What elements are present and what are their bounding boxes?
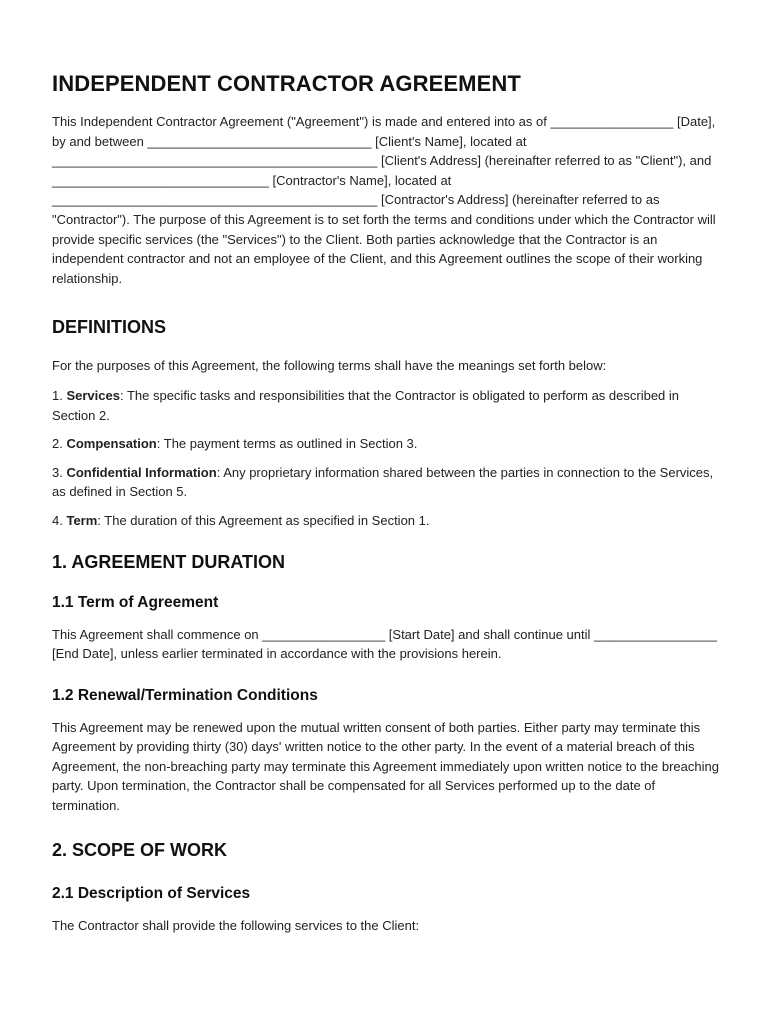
section-2-heading: 2. SCOPE OF WORK (52, 839, 228, 860)
section-1-1-text: This Agreement shall commence on _________________ [Start Date] and shall continue until _________________ [End Date], unless earlier terminated in accordance with the provisions herein. (52, 626, 717, 662)
section-2-1-text: The Contractor shall provide the following services to the Client: (52, 917, 420, 933)
document-title: INDEPENDENT CONTRACTOR AGREEMENT (52, 71, 521, 96)
section-1-1-heading: 1.1 Term of Agreement (52, 593, 219, 611)
document-page (52, 70, 722, 935)
definition-item-compensation: 2. Compensation: The payment terms as outlined in Section 3. (52, 436, 418, 452)
definition-term: Services (66, 387, 120, 403)
section-2-1-heading: 2.1 Description of Services (52, 884, 251, 902)
definition-item-term: 4. Term: The duration of this Agreement as specified in Section 1. (52, 512, 430, 528)
definition-item-services: 1. Services: The specific tasks and responsibilities that the Contractor is obligated to perform as described in Section 2. (52, 387, 680, 423)
definition-term: Compensation (66, 436, 157, 452)
definitions-intro: For the purposes of this Agreement, the following terms shall have the meanings set forth below: (52, 358, 607, 374)
definition-term: Confidential Information (66, 464, 217, 480)
section-1-heading: 1. AGREEMENT DURATION (52, 551, 286, 572)
section-1-2-text: This Agreement may be renewed upon the mutual written consent of both parties. Either party may terminate this Agreement by providing thirty (30) days' written notice to the other party. In the event of a material breach of this Agreement, the non-breaching party may terminate this Agreement immediately upon written notice to the breaching party. Upon termination, the Contractor shall be compensated for all Services performed up to the date of termination. (52, 719, 719, 814)
section-1-2-heading: 1.2 Renewal/Termination Conditions (52, 686, 318, 704)
definition-item-confidential: 3. Confidential Information: Any proprietary information shared between the parties in connection to the Services, as defined in Section 5. (52, 464, 714, 500)
definitions-heading: DEFINITIONS (52, 317, 167, 338)
definition-term: Term (66, 512, 98, 528)
intro-paragraph: This Independent Contractor Agreement ("Agreement") is made and entered into as of _________________ [Date], by and between _______________________________ [Client's Name], located at _____________________________________________ [Client's Address] (hereinafter referred to as "Client"), and ______________________________ [Contractor's Name], located at _____________________________________________ [Contractor's Address] (hereinafter referred to as "Contractor"). The purpose of this Agreement is to set forth the terms and conditions under which the Contractor will provide specific services (the "Services") to the Client. Both parties acknowledge that the Contractor is an independent contractor and not an employee of the Client, and this Agreement outlines the scope of their working relationship. (52, 114, 716, 286)
